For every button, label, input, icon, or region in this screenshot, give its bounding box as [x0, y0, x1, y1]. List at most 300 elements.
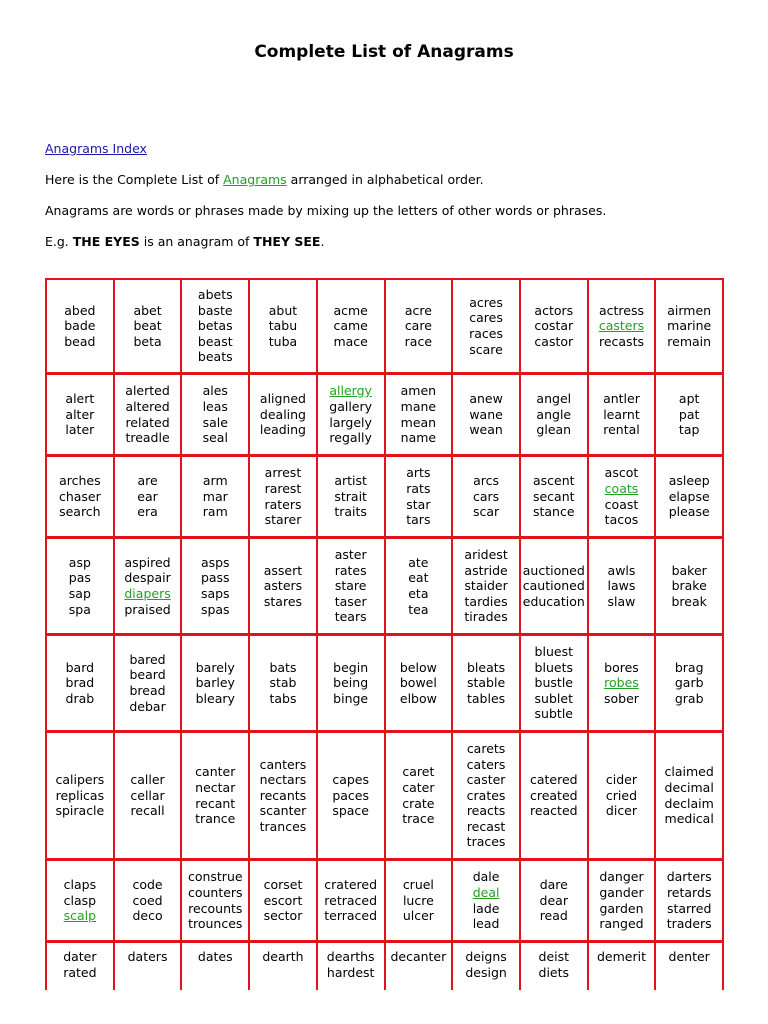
anagram-word: claps — [63, 877, 97, 893]
anagram-word: ales — [202, 383, 228, 399]
anagram-word: aster — [334, 547, 367, 563]
anagram-word: drab — [65, 690, 95, 706]
table-row — [45, 943, 724, 990]
anagram-word: bores — [604, 659, 639, 675]
anagram-word: tables — [466, 690, 506, 706]
anagram-cell — [318, 280, 386, 372]
anagram-cell — [656, 280, 724, 372]
anagram-cell — [250, 636, 318, 730]
anagram-cell — [250, 733, 318, 858]
anagram-word: bluest — [534, 644, 573, 660]
anagram-cell — [386, 280, 454, 372]
anagram-word: remain — [667, 333, 712, 349]
anagram-cell — [47, 375, 115, 454]
anagram-cell — [453, 375, 521, 454]
anagram-word: lead — [472, 916, 500, 932]
anagram-word: retraced — [324, 892, 378, 908]
anagram-cell — [386, 457, 454, 536]
anagram-cell — [386, 375, 454, 454]
anagram-cell — [318, 636, 386, 730]
anagram-word: dealing — [259, 406, 306, 422]
anagram-word: despair — [124, 570, 171, 586]
anagram-table — [45, 278, 724, 990]
anagram-word: marine — [667, 318, 712, 334]
anagram-word: alert — [65, 391, 95, 407]
anagram-cell — [589, 280, 657, 372]
anagram-word: search — [59, 504, 101, 520]
anagram-cell — [521, 280, 589, 372]
anagram-word: rated — [63, 964, 97, 980]
anagram-cell — [386, 943, 454, 990]
anagram-word: caters — [466, 756, 506, 772]
anagram-word: angel — [536, 391, 572, 407]
example-phrase-a: THE EYES — [72, 234, 140, 249]
anagram-cell — [115, 539, 183, 633]
anagram-word-link[interactable]: casters — [598, 318, 645, 334]
anagram-word: garb — [674, 675, 704, 691]
anagram-word: rarest — [264, 480, 302, 496]
anagram-word: bread — [129, 683, 166, 698]
anagram-word: ranged — [599, 916, 644, 932]
anagram-cell — [115, 733, 183, 858]
anagram-word: traces — [466, 834, 506, 850]
anagram-word: being — [333, 675, 369, 691]
anagram-word: below — [399, 659, 437, 675]
anagram-cell — [250, 280, 318, 372]
anagram-cell — [589, 375, 657, 454]
anagram-word: tears — [334, 609, 367, 625]
anagram-word: glean — [536, 422, 572, 438]
anagram-cell — [521, 733, 589, 858]
anagram-word: lade — [472, 900, 500, 916]
anagram-word: dale — [472, 869, 500, 885]
anagram-word: corset — [263, 877, 303, 893]
anagram-cell — [453, 733, 521, 858]
anagram-cell — [589, 457, 657, 536]
anagram-word: sublet — [534, 690, 573, 706]
anagram-cell — [453, 636, 521, 730]
anagram-word: leas — [202, 398, 228, 414]
anagram-word: dearth — [262, 949, 304, 964]
anagram-word: praised — [124, 601, 171, 617]
anagram-word: read — [539, 908, 568, 924]
anagram-word: came — [333, 318, 368, 334]
anagram-word: scare — [469, 341, 503, 357]
anagram-cell — [656, 733, 724, 858]
anagram-cell — [182, 375, 250, 454]
anagram-cell — [182, 943, 250, 990]
anagram-word: aridest — [464, 547, 508, 563]
anagram-word: abut — [268, 302, 298, 318]
anagram-word: rates — [334, 562, 367, 578]
anagram-word: created — [529, 787, 578, 803]
anagram-word: arm — [202, 473, 228, 489]
anagram-word-link[interactable]: deal — [472, 884, 500, 900]
anagram-word: races — [469, 326, 503, 341]
anagram-word: tap — [678, 422, 700, 438]
anagram-word: stab — [269, 675, 297, 691]
anagram-word: caret — [402, 764, 435, 780]
anagram-word: demerit — [596, 949, 646, 964]
anagram-word: stance — [532, 504, 575, 520]
anagram-word: paces — [332, 787, 369, 803]
anagram-word: tuba — [268, 333, 298, 349]
anagram-word: asters — [263, 578, 303, 594]
anagram-cell — [521, 457, 589, 536]
anagram-word: ram — [202, 504, 228, 520]
anagram-cell — [521, 636, 589, 730]
anagram-word: asps — [200, 554, 230, 570]
anagram-word: tars — [406, 512, 431, 528]
anagram-word: chaser — [58, 488, 101, 504]
anagram-word: caller — [130, 772, 165, 788]
table-row — [45, 733, 724, 861]
anagram-cell — [318, 943, 386, 990]
anagram-word: tirades — [464, 609, 508, 625]
anagram-cell — [589, 539, 657, 633]
anagram-word: brag — [674, 659, 704, 675]
anagram-word: wean — [469, 422, 503, 438]
anagram-word: airmen — [667, 302, 712, 318]
table-row — [45, 636, 724, 733]
anagram-word: darters — [666, 869, 712, 885]
anagram-word: related — [125, 414, 170, 430]
anagram-cell — [589, 943, 657, 990]
anagram-cell — [250, 943, 318, 990]
anagram-cell — [250, 861, 318, 940]
anagram-cell — [318, 375, 386, 454]
anagram-word: cars — [472, 488, 500, 504]
anagram-cell — [453, 861, 521, 940]
anagram-cell — [250, 457, 318, 536]
anagram-word: arcs — [473, 473, 500, 489]
anagram-word: binge — [333, 690, 369, 706]
anagram-word: diets — [538, 964, 570, 980]
anagram-word: beats — [197, 349, 233, 365]
anagram-word: era — [137, 504, 158, 520]
anagram-word: dates — [197, 949, 233, 964]
anagram-word: recants — [259, 787, 307, 803]
anagram-word: pas — [68, 570, 91, 586]
anagram-word: sale — [202, 414, 228, 430]
anagram-word: aligned — [259, 391, 306, 407]
table-row — [45, 539, 724, 636]
anagram-word: cried — [605, 787, 638, 803]
anagram-cell — [47, 636, 115, 730]
anagram-word: acres — [469, 294, 503, 310]
example-mid: is an anagram of — [139, 234, 254, 249]
anagram-word: garden — [599, 900, 644, 916]
anagram-cell — [47, 539, 115, 633]
anagram-word: alter — [65, 406, 95, 422]
anagram-word: coast — [604, 496, 639, 512]
anagram-word: actors — [534, 302, 574, 318]
anagram-word: eta — [408, 586, 429, 601]
anagram-word: eat — [408, 570, 429, 586]
anagram-word: begin — [333, 659, 369, 675]
anagram-cell — [521, 375, 589, 454]
anagram-word: clasp — [63, 892, 97, 908]
anagram-word: ulcer — [402, 908, 434, 924]
anagram-word: beast — [197, 333, 233, 349]
anagram-word: anew — [469, 391, 503, 407]
anagram-word: race — [404, 333, 433, 349]
anagram-word: gallery — [329, 398, 373, 414]
anagram-word: later — [65, 422, 95, 438]
table-row — [45, 457, 724, 539]
anagram-word: starred — [666, 900, 712, 916]
anagram-word: barley — [195, 675, 235, 691]
anagram-word: ascot — [604, 465, 639, 481]
anagram-word: tacos — [604, 512, 639, 528]
anagram-cell — [589, 636, 657, 730]
anagram-cell — [386, 733, 454, 858]
anagram-word: sober — [604, 690, 639, 706]
anagram-word: raters — [264, 496, 302, 512]
anagram-word: hardest — [326, 964, 375, 980]
anagram-word: stare — [334, 578, 367, 594]
anagram-word: cares — [469, 310, 503, 326]
anagram-word: antler — [603, 391, 640, 407]
anagram-word: dear — [539, 892, 568, 908]
anagram-cell — [115, 861, 183, 940]
anagram-cell — [115, 943, 183, 990]
anagram-cell — [453, 943, 521, 990]
intro-text-post: arranged in alphabetical order. — [286, 172, 484, 187]
anagram-word: asp — [68, 554, 91, 570]
anagrams-index-link[interactable]: Anagrams Index — [45, 141, 147, 156]
anagram-word: sap — [68, 586, 91, 601]
anagram-word: recant — [195, 795, 236, 811]
anagram-word: abed — [64, 302, 96, 318]
anagram-cell — [115, 457, 183, 536]
anagram-cell — [47, 733, 115, 858]
anagram-word: danger — [599, 869, 644, 885]
anagram-word: catered — [529, 772, 578, 788]
anagram-cell — [115, 280, 183, 372]
anagram-word: break — [671, 593, 707, 609]
intro-paragraph — [45, 172, 484, 187]
anagram-word: tabu — [268, 318, 298, 334]
anagram-word: terraced — [324, 908, 378, 924]
anagram-word: mean — [400, 414, 437, 430]
anagram-word: leading — [259, 422, 306, 438]
anagram-word-link[interactable]: diapers — [124, 586, 171, 601]
anagram-word: bead — [64, 333, 96, 349]
anagram-word: elbow — [399, 690, 437, 706]
anagram-word: bard — [65, 659, 95, 675]
anagram-word: elapse — [668, 488, 710, 504]
anagram-word: bleary — [195, 690, 235, 706]
anagram-word: reacted — [529, 803, 578, 819]
anagram-word: aspired — [124, 554, 171, 570]
anagram-word: gander — [599, 884, 644, 900]
anagram-word: reacts — [466, 803, 506, 819]
anagram-cell — [386, 539, 454, 633]
anagram-word: beard — [129, 667, 166, 683]
anagram-cell — [386, 636, 454, 730]
anagram-word: crates — [466, 787, 506, 803]
example-pre: E.g. — [45, 234, 73, 249]
anagram-word: cautioned — [522, 578, 585, 594]
anagram-word: construe — [187, 869, 243, 885]
anagram-word: rats — [406, 480, 431, 496]
anagram-cell — [453, 280, 521, 372]
anagram-word: cider — [605, 772, 638, 788]
anagram-cell — [115, 375, 183, 454]
anagram-word: space — [332, 803, 369, 819]
page-title: Complete List of Anagrams — [254, 42, 514, 62]
anagram-cell — [115, 636, 183, 730]
anagram-word: artist — [334, 473, 367, 489]
anagram-word: bared — [129, 651, 166, 667]
anagram-word: laws — [607, 578, 636, 594]
anagram-cell — [656, 943, 724, 990]
anagram-word: sector — [263, 908, 303, 924]
anagram-word: cruel — [402, 877, 434, 893]
anagram-word: nectars — [259, 772, 307, 788]
anagram-cell — [318, 861, 386, 940]
anagram-cell — [182, 861, 250, 940]
anagram-word: canter — [195, 764, 236, 780]
anagram-word: star — [406, 496, 431, 512]
anagram-word-link[interactable]: scalp — [63, 908, 97, 924]
anagram-word: ear — [137, 488, 158, 504]
anagram-word: treadle — [125, 430, 170, 446]
anagram-word: counters — [187, 884, 243, 900]
anagram-word: declaim — [664, 795, 714, 811]
example-paragraph — [45, 234, 324, 249]
anagram-word: trounces — [188, 916, 243, 932]
anagram-word: are — [137, 473, 158, 489]
anagram-word: altered — [125, 398, 170, 414]
anagram-word: calipers — [55, 772, 105, 788]
anagram-word: abet — [133, 302, 162, 318]
anagram-word: alerted — [125, 383, 170, 399]
anagram-word: mane — [400, 398, 437, 414]
anagram-word: care — [404, 318, 432, 334]
anagram-word: wane — [469, 406, 503, 422]
anagram-cell — [521, 943, 589, 990]
anagram-word: arts — [406, 465, 431, 481]
anagram-word: trance — [195, 811, 236, 827]
anagram-word: taser — [334, 593, 367, 609]
anagram-word: retards — [666, 884, 712, 900]
anagram-word: saps — [200, 586, 230, 601]
anagram-word: stable — [466, 675, 506, 691]
anagram-word: brake — [671, 578, 707, 594]
anagram-word: grab — [674, 690, 704, 706]
anagram-word: dicer — [605, 803, 638, 819]
anagram-word-link[interactable]: robes — [604, 675, 639, 691]
anagram-word: nectar — [195, 779, 236, 795]
anagram-cell — [589, 733, 657, 858]
anagram-cell — [182, 539, 250, 633]
table-row — [45, 375, 724, 457]
anagram-word: scar — [472, 504, 500, 520]
anagram-word: awls — [607, 562, 636, 578]
anagram-word: caster — [466, 772, 506, 788]
anagram-word: recounts — [188, 900, 243, 916]
anagram-word: slaw — [607, 593, 636, 609]
anagram-word: deist — [538, 949, 570, 964]
anagram-word: castor — [534, 333, 574, 349]
anagram-word: assert — [263, 562, 303, 578]
anagram-word: carets — [466, 740, 506, 756]
anagram-cell — [318, 733, 386, 858]
anagram-word: stares — [263, 593, 303, 609]
anagram-word: education — [522, 593, 585, 609]
anagram-word: design — [465, 964, 507, 980]
anagram-word: seal — [202, 430, 228, 446]
anagram-word: pass — [200, 570, 230, 586]
anagram-word: auctioned — [522, 562, 585, 578]
anagram-word: learnt — [603, 406, 640, 422]
anagram-word: code — [132, 877, 163, 893]
anagram-word: bats — [269, 659, 297, 675]
anagram-word-link[interactable]: allergy — [329, 383, 372, 399]
anagram-word: staider — [464, 578, 508, 594]
anagram-word: spas — [200, 601, 230, 617]
anagram-word: spa — [68, 601, 91, 617]
anagrams-link[interactable]: Anagrams — [223, 172, 287, 187]
anagram-word: cater — [402, 779, 435, 795]
anagram-word: traders — [666, 916, 712, 932]
anagram-word: acre — [404, 302, 432, 318]
anagram-word: astride — [464, 562, 508, 578]
anagram-word: deco — [132, 908, 163, 924]
anagram-cell — [182, 733, 250, 858]
anagram-word: recasts — [598, 333, 644, 349]
intro-text-pre: Here is the Complete List of — [45, 172, 224, 187]
anagram-cell — [521, 861, 589, 940]
table-row — [45, 280, 724, 375]
anagram-word: dare — [539, 877, 568, 893]
anagram-word: mace — [333, 333, 368, 349]
anagram-word: dater — [63, 949, 97, 964]
anagram-word: pat — [678, 406, 700, 422]
anagram-word: betas — [197, 318, 233, 334]
anagram-cell — [182, 636, 250, 730]
anagram-cell — [47, 280, 115, 372]
anagram-cell — [656, 636, 724, 730]
anagram-word: largely — [329, 414, 372, 430]
definition-paragraph: Anagrams are words or phrases made by mixing up the letters of other words or phrases. — [45, 203, 607, 218]
example-phrase-b: THEY SEE — [253, 234, 321, 249]
anagram-word: capes — [332, 772, 369, 788]
anagram-word: amen — [400, 383, 437, 399]
anagram-word: recall — [130, 803, 165, 819]
example-post: . — [320, 234, 325, 249]
anagram-word: medical — [664, 811, 714, 827]
anagram-cell — [656, 539, 724, 633]
anagram-word: dearths — [326, 949, 375, 964]
anagram-word-link[interactable]: coats — [604, 480, 639, 496]
anagram-cell — [589, 861, 657, 940]
anagram-word: trances — [259, 818, 307, 834]
anagram-cell — [47, 943, 115, 990]
anagram-word: tea — [408, 601, 429, 617]
anagram-cell — [47, 861, 115, 940]
anagram-word: costar — [534, 318, 574, 334]
anagram-cell — [656, 457, 724, 536]
anagram-cell — [318, 539, 386, 633]
anagram-word: cellar — [130, 787, 165, 803]
anagram-word: ate — [408, 554, 429, 570]
anagram-word: rental — [603, 422, 640, 438]
anagram-word: abets — [197, 287, 233, 303]
anagram-word: lucre — [402, 892, 434, 908]
